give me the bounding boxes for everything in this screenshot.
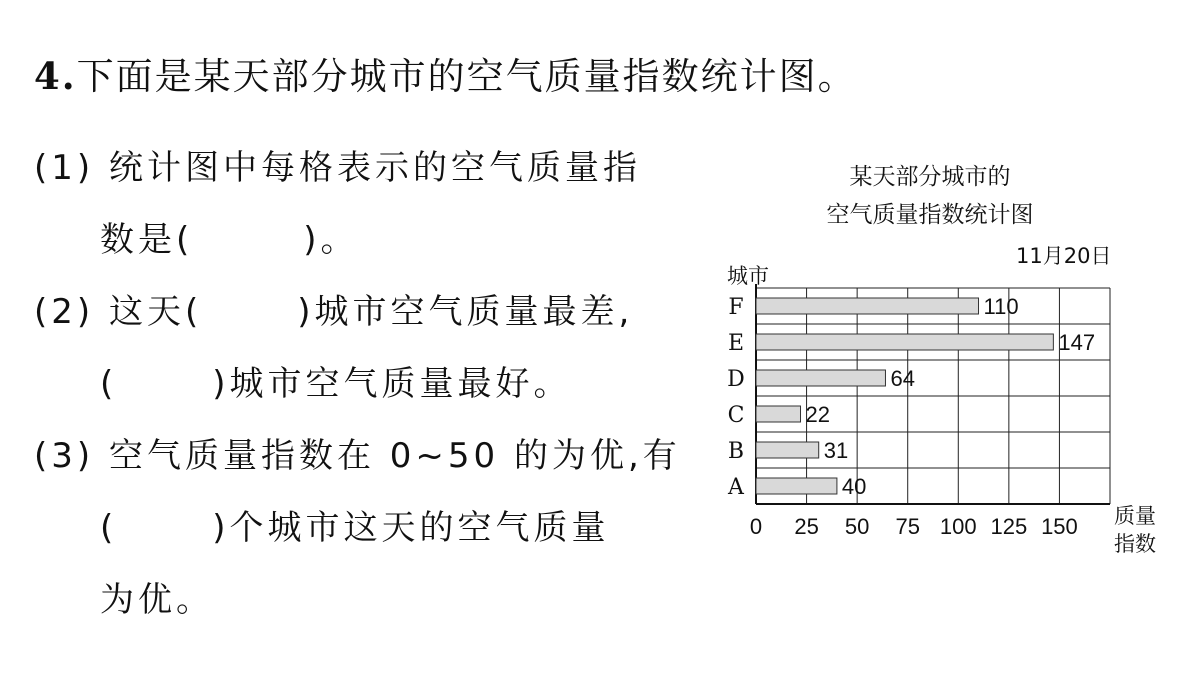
x-tick-label: 25 — [794, 514, 819, 539]
item-3-text: 空气质量指数在 0~50 的为优,有 — [108, 436, 681, 476]
item-2-text-a: 这天( — [108, 292, 203, 332]
x-tick-label: 100 — [939, 514, 977, 539]
chart-date: 11月20日 — [1016, 244, 1112, 268]
data-label-B: 31 — [823, 438, 849, 463]
item-1-line-1 — [34, 140, 641, 189]
item-2-line-1 — [34, 284, 633, 333]
item-2-line-2 — [100, 356, 572, 405]
bar-C — [756, 406, 801, 422]
category-label-A: A — [728, 475, 744, 500]
chart-title-line-1: 某天部分城市的 — [849, 164, 1011, 190]
item-3-label: (3) — [34, 436, 95, 476]
category-label-D: D — [727, 367, 745, 392]
data-label-F: 110 — [983, 294, 1019, 319]
item-3-text-a: ( — [100, 508, 118, 548]
item-3-text-b: )个城市这天的空气质量 — [212, 508, 610, 548]
bar-D — [756, 370, 885, 386]
question-title — [34, 46, 857, 100]
item-2-text-b: )城市空气质量最差, — [297, 292, 634, 332]
x-tick-label: 50 — [844, 514, 870, 539]
x-tick-label: 150 — [1041, 514, 1078, 539]
chart-title-line-2: 空气质量指数统计图 — [826, 202, 1034, 228]
item-2-text-d: )城市空气质量最好。 — [212, 364, 572, 404]
item-1-label: (1) — [34, 148, 95, 188]
x-tick-label: 125 — [990, 514, 1028, 539]
category-label-E: E — [727, 331, 745, 356]
data-label-A: 40 — [841, 474, 867, 499]
x-tick-label: 0 — [749, 514, 763, 539]
item-1-text-b: )。 — [303, 220, 359, 260]
bar-F — [756, 298, 979, 314]
question-text: 下面是某天部分城市的空气质量指数统计图。 — [76, 55, 857, 98]
category-label-F: F — [728, 295, 744, 320]
x-axis-label-line-2: 指数 — [1114, 532, 1156, 556]
bar-B — [756, 442, 819, 458]
item-3-line-3 — [100, 572, 214, 621]
x-tick-label: 75 — [895, 514, 920, 539]
item-1-line-2 — [100, 212, 359, 261]
data-label-E: 147 — [1058, 330, 1096, 355]
data-label-D: 64 — [890, 366, 915, 391]
item-3-line-2 — [100, 500, 610, 549]
air-quality-bar-chart — [700, 270, 1140, 570]
y-axis-label: 城市 — [727, 264, 769, 288]
bar-E — [756, 334, 1053, 350]
item-1-text: 统计图中每格表示的空气质量指 — [108, 148, 641, 188]
data-label-C: 22 — [805, 402, 830, 427]
item-3-text-c: 为优。 — [100, 580, 214, 620]
item-1-text-a: 数是( — [100, 220, 194, 260]
item-3-line-1 — [34, 428, 681, 477]
item-2-text-c: ( — [100, 364, 118, 404]
bar-A — [756, 478, 837, 494]
question-number: 4. — [34, 54, 77, 98]
category-label-C: C — [727, 403, 745, 428]
category-label-B: B — [727, 439, 745, 464]
item-2-label: (2) — [34, 292, 95, 332]
x-axis-label-line-1: 质量 — [1114, 504, 1156, 528]
